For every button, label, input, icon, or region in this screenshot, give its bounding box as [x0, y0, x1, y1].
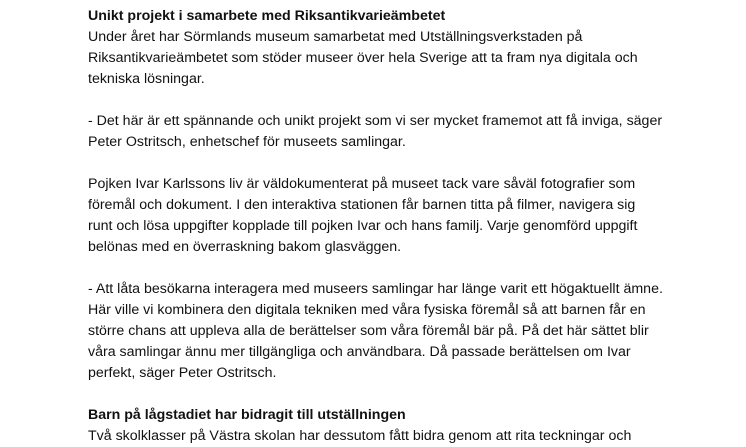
text-line: våra samlingar ännu mer tillgängliga och användbara. Då passade berättelsen om Ivar: [88, 344, 631, 360]
text-line: Under året har Sörmlands museum samarbetat med Utställningsverkstaden på: [88, 29, 583, 45]
text-line: Pojken Ivar Karlssons liv är väldokumenterat på museet tack vare såväl fotografier som: [88, 176, 636, 192]
text-line: Två skolklasser på Västra skolan har dessutom fått bidra genom att rita teckningar och: [88, 428, 632, 444]
text-line: föremål och dokument. I den interaktiva stationen får barnen titta på filmer, navigera sig: [88, 197, 636, 213]
text-line: - Det här är ett spännande och unikt projekt som vi ser mycket framemot att få inviga, säger: [88, 113, 663, 129]
paragraph-quote-1: [88, 111, 728, 153]
text-line: större chans att uppleva alla de berättelser som våra föremål bär på. På det här sättet blir: [88, 323, 649, 339]
text-line: - Att låta besökarna interagera med museers samlingar har länge varit ett högaktuellt ämne.: [88, 281, 663, 297]
text-line: belönas med en överraskning bakom glasväggen.: [88, 239, 402, 255]
text-line: runt och lösa uppgifter kopplade till pojken Ivar och hans familj. Varje genomförd uppgift: [88, 218, 638, 234]
paragraph-quote-2: [88, 279, 728, 384]
text-line: perfekt, säger Peter Ostritsch.: [88, 365, 277, 381]
text-line: tekniska lösningar.: [88, 71, 205, 87]
paragraph-ivar: [88, 174, 728, 258]
document-page: [88, 6, 728, 447]
paragraph-school: [88, 426, 728, 447]
text-line: Riksantikvarieämbetet som stöder museer över hela Sverige att ta fram nya digitala och: [88, 50, 638, 66]
text-line: Peter Ostritsch, enhetschef för museets samlingar.: [88, 134, 406, 150]
section-heading-project: Unikt projekt i samarbete med Riksantikvarieämbetet: [88, 8, 446, 24]
section-heading-school: Barn på lågstadiet har bidragit till utställningen: [88, 407, 406, 423]
text-line: Här ville vi kombinera den digitala tekniken med våra fysiska föremål så att barnen får en: [88, 302, 646, 318]
paragraph-intro: [88, 27, 728, 90]
